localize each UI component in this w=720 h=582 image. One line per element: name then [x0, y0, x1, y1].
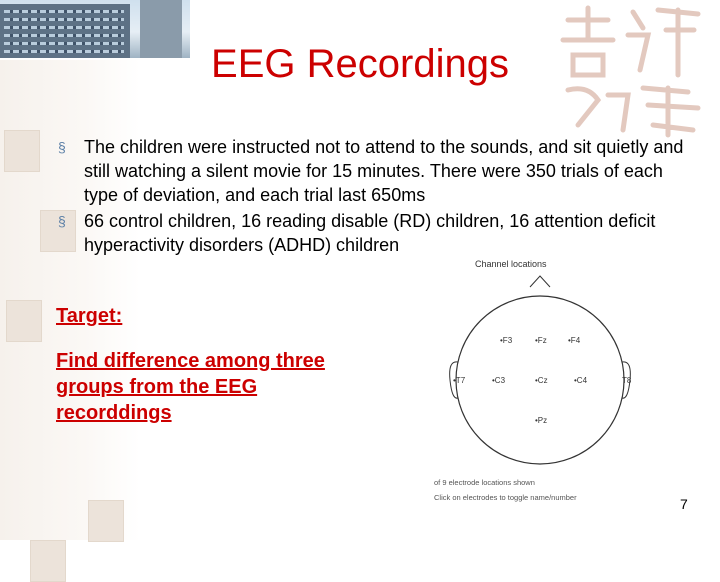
electrode-f3[interactable]: •F3 — [500, 336, 513, 345]
decorative-tile — [6, 300, 42, 342]
head-nose — [530, 276, 550, 287]
figure-caption-electrodes-shown: of 9 electrode locations shown — [434, 478, 535, 487]
building-window-row — [4, 10, 124, 13]
building-window-row — [4, 18, 124, 21]
target-label: Target: — [56, 305, 123, 327]
bullet-item — [58, 135, 688, 207]
electrode-t8[interactable]: T8 — [622, 376, 632, 385]
page-number: 7 — [680, 496, 688, 512]
figure-title: Channel locations — [475, 259, 547, 269]
electrode-f4[interactable]: •F4 — [568, 336, 581, 345]
decorative-tile — [4, 130, 40, 172]
electrode-fz[interactable]: •Fz — [535, 336, 547, 345]
bullet-text: 66 control children, 16 reading disable (RD) children, 16 attention deficit hyperactivity disorders (ADHD) children — [84, 211, 656, 255]
electrode-t7[interactable]: •T7 — [453, 376, 466, 385]
electrode-pz[interactable]: •Pz — [535, 416, 548, 425]
decorative-tile — [88, 500, 124, 542]
bullet-marker: § — [58, 139, 66, 155]
building-window-row — [4, 26, 124, 29]
bullet-text: The children were instructed not to attend to the sounds, and sit quietly and still watching a silent movie for 15 minutes. There were 350 trials of each type of deviation, and each trial last 650ms — [84, 137, 684, 205]
electrode-cz[interactable]: •Cz — [535, 376, 548, 385]
decorative-background-strip — [0, 60, 140, 540]
slide-title: EEG Recordings — [211, 42, 509, 86]
electrode-c4[interactable]: •C4 — [574, 376, 588, 385]
target-text: Find difference among three groups from the EEG recorddings — [56, 350, 325, 424]
figure-caption-toggle-hint: Click on electrodes to toggle name/number — [434, 493, 577, 502]
decorative-tile — [30, 540, 66, 582]
channel-locations-figure — [420, 250, 720, 510]
bullet-marker: § — [58, 213, 66, 229]
bullet-list — [58, 135, 688, 259]
electrode-c3[interactable]: •C3 — [492, 376, 506, 385]
building-window-row — [4, 34, 124, 37]
